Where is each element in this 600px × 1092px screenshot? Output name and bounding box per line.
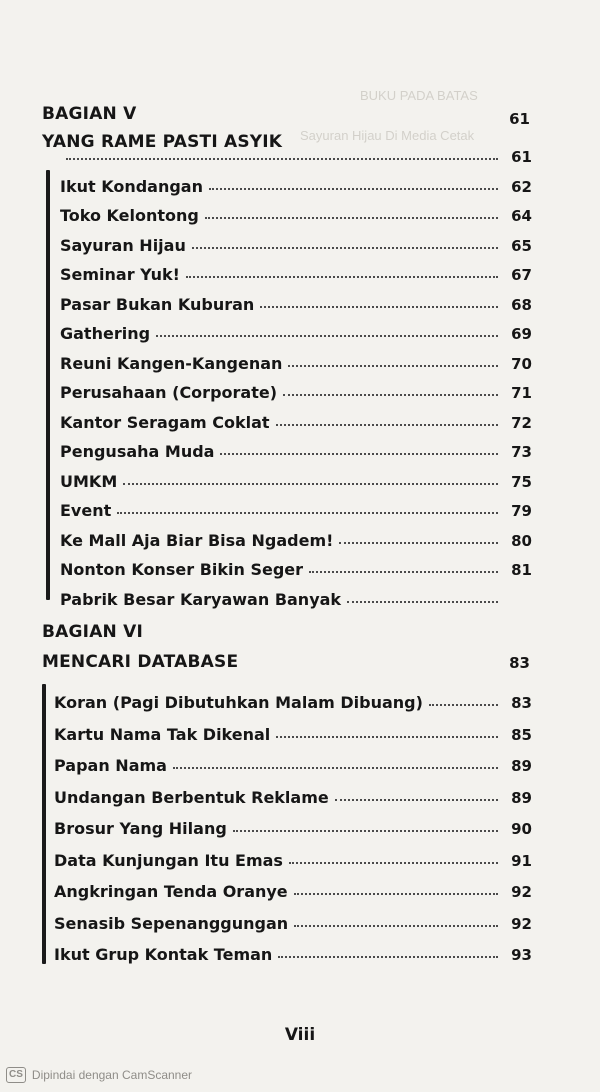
dot-leader bbox=[276, 736, 498, 738]
camscanner-icon: CS bbox=[6, 1067, 26, 1083]
toc-entry-title: Koran (Pagi Dibutuhkan Malam Dibuang) bbox=[54, 693, 423, 712]
toc-entry-title: Pabrik Besar Karyawan Banyak bbox=[60, 589, 342, 609]
toc-entry-page: 83 bbox=[511, 694, 532, 712]
toc-entry-page: 93 bbox=[511, 946, 532, 964]
toc-entry-title: Seminar Yuk! bbox=[60, 265, 180, 284]
toc-entry bbox=[60, 199, 532, 225]
dot-leader bbox=[209, 188, 498, 190]
toc-entry-page: 62 bbox=[511, 177, 532, 196]
dot-leader bbox=[288, 365, 498, 367]
toc-entry bbox=[54, 812, 532, 838]
dot-leader bbox=[117, 512, 498, 514]
toc-entry bbox=[60, 435, 532, 461]
section-v-subtitle: YANG RAME PASTI ASYIK bbox=[42, 132, 283, 152]
toc-entry bbox=[54, 749, 532, 775]
section-vi-page: 83 bbox=[509, 654, 530, 672]
section-vi-subtitle: MENCARI DATABASE bbox=[42, 652, 239, 672]
dot-leader bbox=[156, 335, 498, 337]
toc-entry bbox=[54, 938, 532, 964]
toc-entry-title: Ke Mall Aja Biar Bisa Ngadem! bbox=[60, 530, 334, 550]
toc-entry-page: 75 bbox=[511, 472, 532, 491]
dot-leader bbox=[294, 925, 498, 927]
toc-entry-title: Perusahaan (Corporate) bbox=[60, 383, 278, 402]
toc-entry-title: Ikut Grup Kontak Teman bbox=[54, 945, 273, 964]
dot-leader bbox=[309, 571, 498, 573]
toc-entry-title: Kartu Nama Tak Dikenal bbox=[54, 724, 271, 744]
toc-entry-page: 91 bbox=[511, 851, 532, 870]
toc-entry-page: 81 bbox=[511, 561, 532, 579]
toc-entry bbox=[54, 844, 532, 870]
toc-entry bbox=[60, 229, 532, 255]
dot-leader bbox=[123, 483, 498, 485]
dot-leader bbox=[186, 276, 498, 278]
toc-entry-title: Gathering bbox=[60, 324, 151, 343]
toc-entry-page: 80 bbox=[511, 531, 532, 550]
toc-entry-page: 71 bbox=[511, 384, 532, 402]
toc-entry-page: 92 bbox=[511, 914, 532, 933]
dot-leader bbox=[278, 956, 498, 958]
toc-entry-page: 89 bbox=[511, 788, 532, 807]
toc-entry-title: Kantor Seragam Coklat bbox=[60, 412, 270, 432]
toc-entry bbox=[60, 258, 532, 284]
toc-entry bbox=[54, 875, 532, 901]
toc-entry bbox=[60, 465, 532, 491]
toc-entry-page: 61 bbox=[511, 148, 532, 166]
toc-entry-title: Reuni Kangen-Kangenan bbox=[60, 353, 283, 373]
section-vi-title: BAGIAN VI bbox=[42, 622, 143, 642]
dot-leader bbox=[289, 862, 498, 864]
toc-entry bbox=[60, 406, 532, 432]
dot-leader bbox=[220, 453, 498, 455]
toc-entry-page: 64 bbox=[511, 207, 532, 225]
dot-leader bbox=[339, 542, 498, 544]
toc-entry bbox=[60, 553, 532, 579]
toc-entry-title: Pasar Bukan Kuburan bbox=[60, 294, 255, 314]
toc-entry bbox=[54, 781, 532, 807]
dot-leader bbox=[192, 247, 498, 249]
toc-entry bbox=[60, 376, 532, 402]
toc-entry-title: Senasib Sepenanggungan bbox=[54, 913, 289, 933]
toc-entry-title: Papan Nama bbox=[54, 756, 167, 775]
dot-leader bbox=[173, 767, 498, 769]
toc-entry bbox=[60, 288, 532, 314]
toc-entry-page: 67 bbox=[511, 266, 532, 284]
toc-entry bbox=[60, 170, 532, 196]
scanner-watermark bbox=[6, 1067, 192, 1083]
section-vi-bar bbox=[42, 684, 46, 964]
toc-entry-title: Toko Kelontong bbox=[60, 206, 199, 225]
section-v-title: BAGIAN V bbox=[42, 104, 137, 124]
toc-entry-title: Ikut Kondangan bbox=[60, 176, 203, 196]
toc-entry-title: Pengusaha Muda bbox=[60, 442, 215, 461]
page-number: Viii bbox=[284, 1025, 316, 1045]
toc-entry-title: Sayuran Hijau bbox=[60, 235, 186, 255]
section-v-page: 61 bbox=[509, 110, 530, 128]
toc-entry bbox=[60, 494, 532, 520]
dot-leader bbox=[429, 704, 498, 706]
toc-entry-title: UMKM bbox=[60, 471, 118, 491]
toc-entry-page: 90 bbox=[511, 820, 532, 838]
toc-entry bbox=[54, 686, 532, 712]
toc-entry bbox=[60, 583, 532, 609]
dot-leader bbox=[335, 799, 498, 801]
dot-leader bbox=[347, 601, 498, 603]
toc-entry-page: 79 bbox=[511, 502, 532, 520]
toc-entry bbox=[54, 907, 532, 933]
toc-entry-page: 70 bbox=[511, 354, 532, 373]
dot-leader bbox=[283, 394, 498, 396]
toc-entry bbox=[60, 347, 532, 373]
toc-entry-page: 89 bbox=[511, 757, 532, 775]
toc-entry-title: Data Kunjungan Itu Emas bbox=[54, 850, 283, 870]
dot-leader bbox=[205, 217, 498, 219]
dot-leader bbox=[260, 306, 498, 308]
toc-entry-page: 72 bbox=[511, 413, 532, 432]
toc-entry-title: Undangan Berbentuk Reklame bbox=[54, 787, 329, 807]
bleed-through-text-2: Sayuran Hijau Di Media Cetak bbox=[300, 128, 475, 143]
toc-entry bbox=[60, 140, 532, 166]
dot-leader bbox=[233, 830, 498, 832]
toc-entry-title: Angkringan Tenda Oranye bbox=[54, 882, 288, 901]
toc-entry bbox=[60, 317, 532, 343]
section-v-bar bbox=[46, 170, 50, 600]
scanner-text: Dipindai dengan CamScanner bbox=[31, 1068, 193, 1082]
toc-entry bbox=[54, 718, 532, 744]
dot-leader bbox=[276, 424, 498, 426]
dot-leader bbox=[294, 893, 498, 895]
toc-entry-page: 73 bbox=[511, 443, 532, 461]
dot-leader bbox=[66, 158, 498, 160]
toc-entry-page: 65 bbox=[511, 236, 532, 255]
toc-entry-page: 85 bbox=[511, 725, 532, 744]
toc-entry-page: 92 bbox=[511, 883, 532, 901]
bleed-through-text-1: BUKU PADA BATAS bbox=[360, 88, 478, 103]
toc-entry-page: 68 bbox=[511, 295, 532, 314]
toc-entry-title: Event bbox=[60, 501, 112, 520]
toc-entry bbox=[60, 524, 532, 550]
toc-entry-page: 69 bbox=[511, 325, 532, 343]
toc-entry-title: Brosur Yang Hilang bbox=[54, 819, 227, 838]
toc-entry-title: Nonton Konser Bikin Seger bbox=[60, 560, 304, 579]
